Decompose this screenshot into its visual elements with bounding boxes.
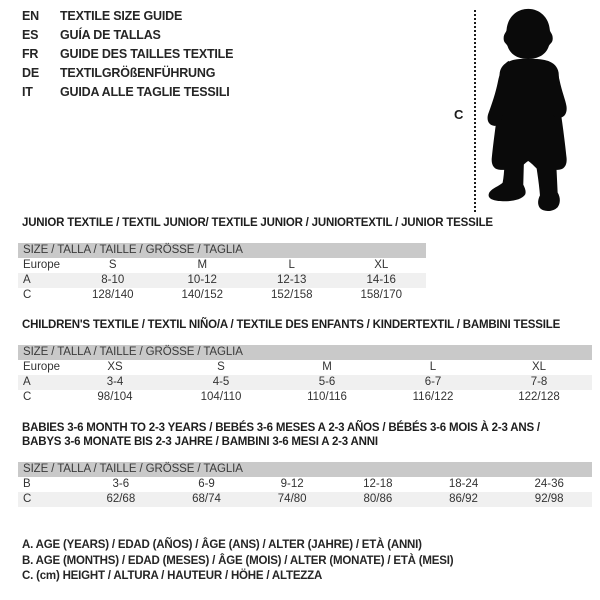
table-cell: 8-10 xyxy=(101,274,125,286)
section-title: BABIES 3-6 MONTH TO 2-3 YEARS / BEBÉS 3-6 MESES A 2-3 AÑOS / BÉBÉS 3-6 MOIS À 2-3 ANS / xyxy=(22,422,540,434)
row-label: C xyxy=(23,493,32,505)
language-title: TEXTILE SIZE GUIDE xyxy=(60,9,183,23)
table-cell: 14-16 xyxy=(366,274,396,286)
row-label: C xyxy=(23,289,32,301)
table-cell: 7-8 xyxy=(530,376,548,388)
size-header-bar: SIZE / TALLA / TAILLE / GRÖSSE / TAGLIA xyxy=(18,243,426,258)
table-cell: 6-7 xyxy=(424,376,442,388)
language-row xyxy=(22,45,233,64)
language-code: DE xyxy=(22,66,39,80)
height-marker-label: C xyxy=(454,107,464,122)
legend xyxy=(22,538,453,585)
height-figure xyxy=(440,0,600,220)
language-title: TEXTILGRÖßENFÜHRUNG xyxy=(60,66,216,80)
language-row xyxy=(22,64,233,83)
table-cell: 12-18 xyxy=(363,478,393,490)
language-title: GUIDA ALLE TAGLIE TESSILI xyxy=(60,85,230,99)
table-cell: 18-24 xyxy=(448,478,479,490)
table-row xyxy=(18,273,426,288)
language-code: EN xyxy=(22,9,39,23)
table-cell: M xyxy=(197,259,208,271)
table-cell: XL xyxy=(374,259,389,271)
table-cell: XS xyxy=(107,361,123,373)
table-cell: 92/98 xyxy=(534,493,564,505)
table-cell: 80/86 xyxy=(363,493,393,505)
table-cell: L xyxy=(288,259,295,271)
language-row xyxy=(22,26,233,45)
row-label: Europe xyxy=(23,259,61,271)
table-cell: 158/170 xyxy=(360,289,403,301)
language-row xyxy=(22,83,233,102)
table-cell: 116/122 xyxy=(412,391,454,403)
table-cell: 62/68 xyxy=(106,493,136,505)
table-cell: M xyxy=(322,361,332,373)
language-list xyxy=(22,7,233,102)
language-code: FR xyxy=(22,47,39,61)
table-cell: 140/152 xyxy=(181,289,224,301)
language-code: ES xyxy=(22,28,39,42)
table-cell: 98/104 xyxy=(97,391,133,403)
table-row xyxy=(18,288,426,303)
section-junior-textile xyxy=(18,216,493,303)
table-cell: 4-5 xyxy=(212,376,230,388)
language-title: GUÍA DE TALLAS xyxy=(60,28,161,42)
table-cell: S xyxy=(217,361,225,373)
table-cell: 24-36 xyxy=(534,478,564,490)
table-cell: S xyxy=(108,259,117,271)
table-cell: 3-4 xyxy=(106,376,124,388)
row-label: Europe xyxy=(23,361,61,373)
table-row xyxy=(18,375,592,390)
table-cell: 110/116 xyxy=(307,391,347,403)
table-row xyxy=(18,477,592,492)
table-row xyxy=(18,360,592,375)
table-cell: L xyxy=(429,361,437,373)
table-row xyxy=(18,390,592,405)
section-title: CHILDREN'S TEXTILE / TEXTIL NIÑO/A / TEXTILE DES ENFANTS / KINDERTEXTIL / BAMBINI TESSILE xyxy=(22,319,561,331)
section-children-textile xyxy=(18,318,592,405)
size-header-bar: SIZE / TALLA / TAILLE / GRÖSSE / TAGLIA xyxy=(18,345,592,360)
section-title: BABYS 3-6 MONATE BIS 2-3 JAHRE / BAMBINI 3-6 MESI A 2-3 ANNI xyxy=(22,436,378,448)
table-row xyxy=(18,492,592,507)
table-cell: 3-6 xyxy=(112,478,130,490)
table-cell: 128/140 xyxy=(91,289,134,301)
section-title: JUNIOR TEXTILE / TEXTIL JUNIOR/ TEXTILE JUNIOR / JUNIORTEXTIL / JUNIOR TESSILE xyxy=(22,217,493,229)
row-label: B xyxy=(23,478,31,490)
table-cell: 12-13 xyxy=(277,274,307,286)
table-cell: 68/74 xyxy=(192,493,221,505)
legend-line: B. AGE (MONTHS) / EDAD (MESES) / ÂGE (MOIS) / ALTER (MONATE) / ETÀ (MESI) xyxy=(22,554,454,567)
legend-line: A. AGE (YEARS) / EDAD (AÑOS) / ÂGE (ANS) / ALTER (JAHRE) / ETÀ (ANNI) xyxy=(22,539,422,551)
table-cell: 86/92 xyxy=(449,493,478,505)
row-label: C xyxy=(23,391,32,403)
size-header-bar: SIZE / TALLA / TAILLE / GRÖSSE / TAGLIA xyxy=(18,462,592,477)
table-cell: 122/128 xyxy=(518,391,560,403)
table-cell: 152/158 xyxy=(270,289,313,301)
language-code: IT xyxy=(22,85,33,99)
section-babies-textile xyxy=(18,421,592,507)
language-row xyxy=(22,7,233,26)
row-label: A xyxy=(23,376,31,388)
table-cell: XL xyxy=(531,361,547,373)
language-title: GUIDE DES TAILLES TEXTILE xyxy=(60,47,234,61)
legend-line: C. (cm) HEIGHT / ALTURA / HAUTEUR / HÖHE / ALTEZZA xyxy=(22,570,323,582)
table-row xyxy=(18,258,426,273)
table-cell: 10-12 xyxy=(187,274,217,286)
table-cell: 104/110 xyxy=(200,391,242,403)
table-cell: 6-9 xyxy=(198,478,215,490)
toddler-silhouette-icon xyxy=(478,2,598,218)
row-label: A xyxy=(23,274,31,286)
height-marker-dotted-line xyxy=(474,10,476,212)
table-cell: 5-6 xyxy=(318,376,336,388)
table-cell: 74/80 xyxy=(277,493,307,505)
table-cell: 9-12 xyxy=(280,478,304,490)
